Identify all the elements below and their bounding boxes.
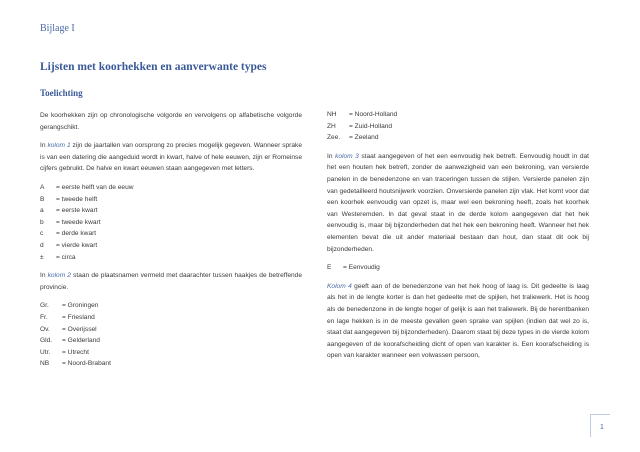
page-title: Lijsten met koorhekken en aanverwante types xyxy=(40,61,267,73)
appendix-label: Bijlage I xyxy=(40,23,75,34)
legend-row xyxy=(327,121,589,133)
page-number: 1 xyxy=(600,424,604,431)
legend-value: = Noord-Brabant xyxy=(62,360,111,368)
legend-key: NH xyxy=(327,111,337,118)
legend-value: = Gelderland xyxy=(62,337,100,345)
kolom-1-label: kolom 1 xyxy=(47,142,71,150)
legend-value: = tweede helft xyxy=(56,195,98,203)
legend-key: Fr. xyxy=(40,313,48,321)
legend-key: NB xyxy=(40,360,50,368)
legend-row xyxy=(40,347,302,359)
simple-legend xyxy=(327,262,589,274)
legend-value: = circa xyxy=(56,253,76,261)
legend-row xyxy=(327,262,589,274)
legend-key: E xyxy=(327,264,332,272)
kolom-2-paragraph: In kolom 2 staan de plaatsnamen vermeld met daarachter tussen haakjes de betreffende provincie. xyxy=(40,272,302,291)
kolom-4-paragraph: Kolom 4 geeft aan of de benedenzone van het hek hoog of laag is. Dit gedeelte is laag als het in de lengte korter is dan het gedeelte met de spijlen, het traliewerk. Het is hoog als de benedenzone in de lengte hoger of gelijk is aan het traliewerk. Bij de herentbanken en lage hekken is in de meeste gevallen geen sprake van spijlen (indien dat wel zo is, staat dat aangegeven bij bijzonderheden). Daarom staat bij deze types in de vierde kolom aangegeven of de koorafscheiding dicht of open van karakter is. Een koorafscheiding is open van karakter wanneer een volwassen persoon, xyxy=(327,282,589,360)
legend-row xyxy=(40,324,302,336)
legend-row xyxy=(40,240,302,252)
legend-row xyxy=(40,217,302,229)
legend-value: = Utrecht xyxy=(62,348,89,356)
legend-value: = eerste kwart xyxy=(56,207,98,215)
legend-value: = Zuid-Holland xyxy=(349,122,393,130)
legend-value: = Friesland xyxy=(62,313,95,321)
legend-key: b xyxy=(40,218,44,226)
legend-value: = Groningen xyxy=(62,302,99,310)
legend-row xyxy=(40,252,302,264)
legend-value: = derde kwart xyxy=(56,230,97,238)
legend-key: ± xyxy=(40,253,44,261)
legend-key: A xyxy=(40,183,45,191)
legend-key: a xyxy=(40,207,44,215)
legend-row xyxy=(40,358,302,370)
kolom-1-paragraph: In kolom 1 zijn de jaartallen van oorsprong zo precies mogelijk gegeven. Wanneer sprake is van een datering die aangeduid wordt in kwart, halve of hele eeuwen, zijn er Romeinse cijfers gebruikt. De halve en kwart eeuwen staan aangegeven met letters. xyxy=(40,142,302,173)
province-legend-continued xyxy=(327,109,589,144)
legend-value: = eerste helft van de eeuw xyxy=(56,183,134,191)
legend-key: Gr. xyxy=(40,302,49,310)
legend-value: = vierde kwart xyxy=(56,241,98,249)
legend-value: = Noord-Holland xyxy=(349,111,398,118)
left-column xyxy=(40,110,302,377)
legend-row xyxy=(40,300,302,312)
legend-row xyxy=(40,335,302,347)
kolom-2-label: kolom 2 xyxy=(47,272,71,280)
province-legend xyxy=(40,300,302,370)
legend-row xyxy=(40,228,302,240)
legend-row xyxy=(40,205,302,217)
legend-value: = Zeeland xyxy=(349,134,379,142)
intro-paragraph: De koorhekken zijn op chronologische volgorde en vervolgens op alfabetische volgorde gerangschikt. xyxy=(40,112,302,131)
legend-value: = tweede kwart xyxy=(56,218,101,226)
legend-key: c xyxy=(40,230,44,238)
kolom-3-label: kolom 3 xyxy=(335,152,359,160)
legend-key: ZH xyxy=(327,122,336,130)
legend-value: = Eenvoudig xyxy=(343,264,380,272)
legend-key: d xyxy=(40,241,44,249)
legend-row xyxy=(327,132,589,144)
legend-row xyxy=(40,182,302,194)
legend-key: Ov. xyxy=(40,325,50,333)
legend-value: = Overijssel xyxy=(62,325,97,333)
legend-key: Utr. xyxy=(40,348,51,356)
section-subtitle: Toelichting xyxy=(40,88,83,98)
legend-row xyxy=(40,312,302,324)
kolom-4-label: Kolom 4 xyxy=(327,282,352,290)
right-column xyxy=(327,109,589,369)
legend-row xyxy=(40,194,302,206)
footer-rule xyxy=(590,414,610,415)
legend-key: B xyxy=(40,195,45,203)
legend-key: Zee. xyxy=(327,134,341,142)
period-legend xyxy=(40,182,302,263)
legend-key: Gld. xyxy=(40,337,53,345)
footer-vertical-rule xyxy=(590,415,591,437)
kolom-3-paragraph: In kolom 3 staat aangegeven of het een eenvoudig hek betreft. Eenvoudig houdt in dat het een houten hek betreft, zonder de aanwezigheid van een bekroning, van versierde panelen in de benedenzone en van traceringen tussen de stijlen. Versierde panelen zijn van gedetailleerd houtsnijwerk voorzien. Onversierde panelen zijn vlak. Het komt voor dat een koorhek eenvoudig van opzet is, maar wel een bekroning heeft, zoals het koorhek van Westeremden. In dat geval staat in de derde kolom aangegeven dat het hek eenvoudig is, maar bij bijzonderheden dat het hek een bekroning heeft. Wanneer het hek elementen bevat die uit ander materiaal bestaan dan hout, dan staat dit ook bij bijzonderheden. xyxy=(327,152,589,253)
legend-row xyxy=(327,109,589,121)
